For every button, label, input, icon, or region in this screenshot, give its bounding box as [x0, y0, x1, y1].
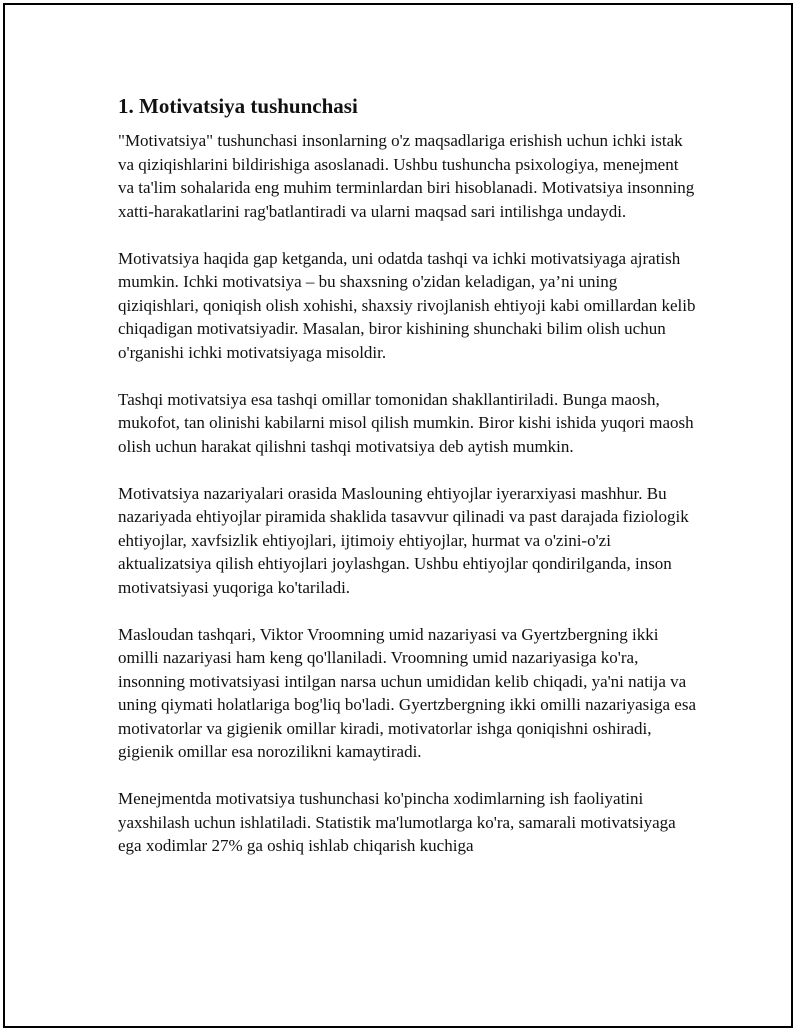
- paragraph: Menejmentda motivatsiya tushunchasi ko'pincha xodimlarning ish faoliyatini yaxshilash uchun ishlatiladi. Statistik ma'lumotlarga ko'ra, samarali motivatsiyaga ega xodimlar 27% ga oshiq ishlab chiqarish kuchiga: [118, 789, 676, 855]
- paragraph: Motivatsiya haqida gap ketganda, uni odatda tashqi va ichki motivatsiyaga ajratish mumkin. Ichki motivatsiya – bu shaxsning o'zidan keladigan, ya’ni uning qiziqishlari, qoniqish olish xohishi, shaxsiy rivojlanish ehtiyoji kabi omillardan kelib chiqadigan motivatsiyadir. Masalan, biror kishining shunchaki bilim olish uchun o'rganishi ichki motivatsiyaga misoldir.: [118, 248, 696, 362]
- paragraph: Tashqi motivatsiya esa tashqi omillar tomonidan shakllantiriladi. Bunga maosh, mukofot, tan olinishi kabilarni misol qilish mumkin. Biror kishi ishida yuqori maosh olish uchun harakat qilishni tashqi motivatsiya deb aytish mumkin.: [118, 389, 694, 456]
- document-body: [118, 92, 698, 881]
- paragraph: Masloudan tashqari, Viktor Vroomning umid nazariyasi va Gyertzbergning ikki omilli nazariyasi ham keng qo'llaniladi. Vroomning umid nazariyasiga ko'ra, insonning motivatsiyasi intilgan narsa uchun umididan kelib chiqadi, ya'ni natija va uning qiymati holatlariga bog'liq bo'ladi. Gyertzbergning ikki omilli nazariyasiga esa motivatorlar va gigienik omillar kiradi, motivatorlar ishga qoniqishni oshiradi, gigienik omillar esa norozilikni kamaytiradi.: [118, 624, 697, 761]
- paragraph: Motivatsiya nazariyalari orasida Maslouning ehtiyojlar iyerarxiyasi mashhur. Bu nazariyada ehtiyojlar piramida shaklida tasavvur qilinadi va past darajada fiziologik ehtiyojlar, xavfsizlik ehtiyojlari, ijtimoiy ehtiyojlar, hurmat va o'zini-o'zi aktualizatsiya qilish ehtiyojlari joylashgan. Ushbu ehtiyojlar qondirilganda, inson motivatsiyasi yuqoriga ko'tariladi.: [118, 483, 689, 597]
- paragraph: "Motivatsiya" tushunchasi insonlarning o'z maqsadlariga erishish uchun ichki istak va qiziqishlarini bildirishiga asoslanadi. Ushbu tushuncha psixologiya, menejment va ta'lim sohalarida eng muhim terminlardan biri hisoblanadi. Motivatsiya insonning xatti-harakatlarini rag'batlantiradi va ularni maqsad sari intilishga undaydi.: [118, 131, 695, 221]
- section-heading: 1. Motivatsiya tushunchasi: [118, 94, 358, 118]
